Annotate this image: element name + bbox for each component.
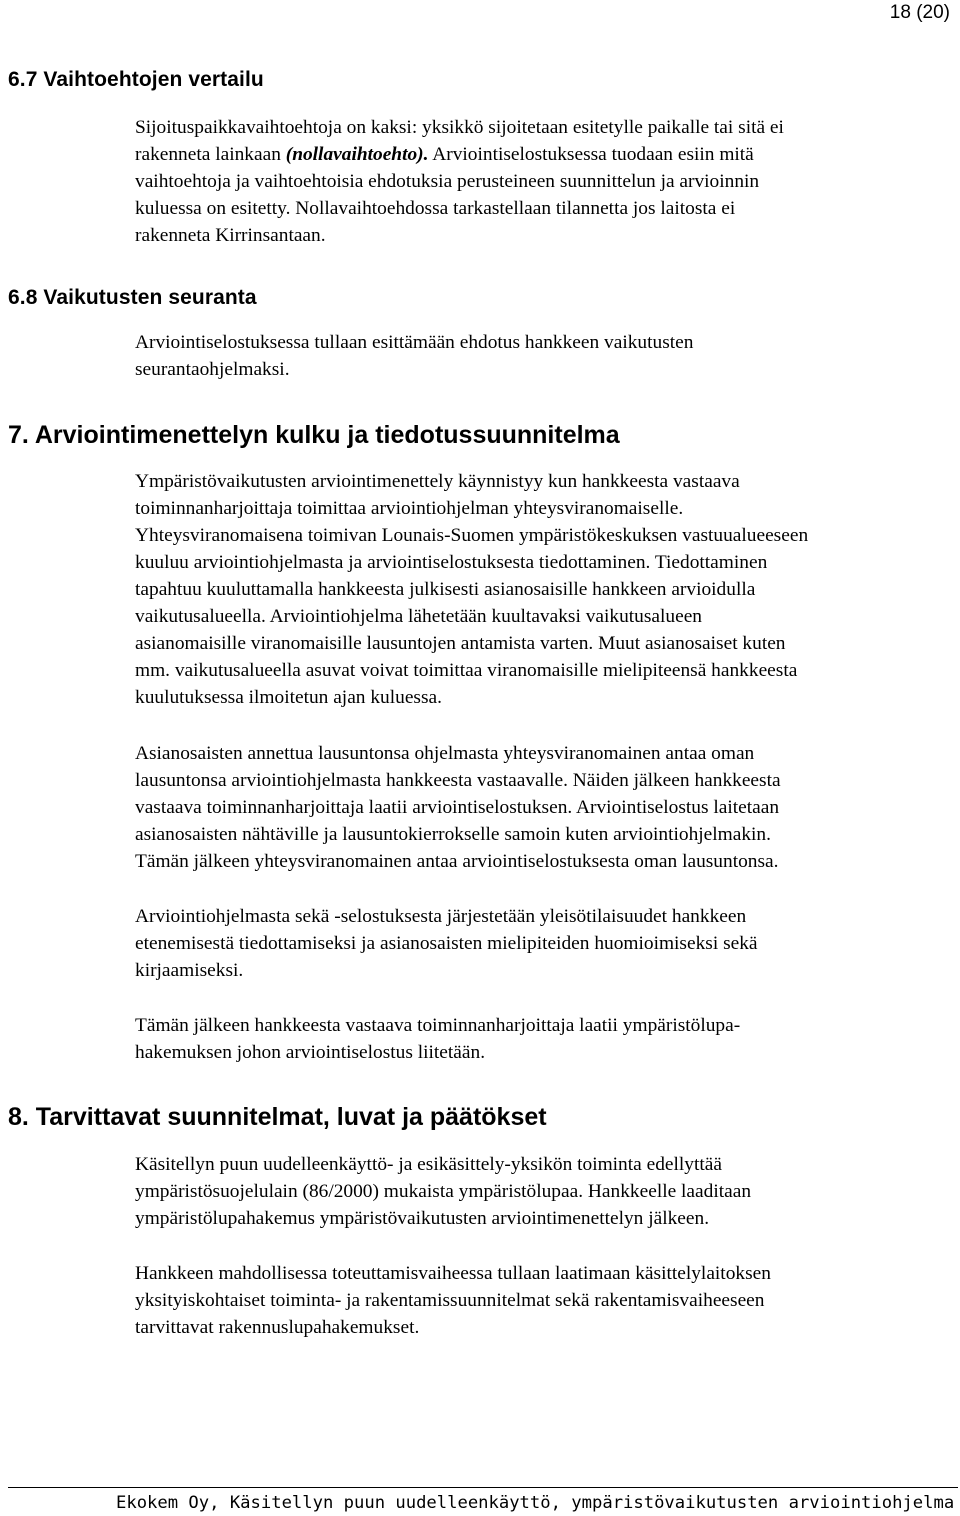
- text-line: etenemisestä tiedottamiseksi ja asianosaisten mielipiteiden huomioimiseksi sekä: [135, 933, 758, 954]
- section-8-paragraph-1: [135, 1151, 960, 1232]
- section-heading-7: 7. Arviointimenettelyn kulku ja tiedotussuunnitelma: [8, 421, 620, 449]
- section-6-7-paragraph: [135, 114, 960, 249]
- text-line: Tämän jälkeen yhteysviranomainen antaa arviointiselostuksesta oman lausuntonsa.: [135, 851, 779, 872]
- section-heading-8: 8. Tarvittavat suunnitelmat, luvat ja päätökset: [8, 1103, 547, 1131]
- text-line: ympäristölupahakemus ympäristövaikutusten arviointimenettelyn jälkeen.: [135, 1208, 710, 1229]
- text-line: lausuntonsa arviointiohjelmasta hankkeesta vastaavalle. Näiden jälkeen hankkeesta: [135, 770, 781, 791]
- text-line: Tämän jälkeen hankkeesta vastaava toiminnanharjoittaja laatii ympäristölupa-: [135, 1015, 741, 1036]
- section-7-paragraph-4: [135, 1012, 960, 1066]
- text-line: vaikutusalueella. Arviointiohjelma lähetetään kuultavaksi vaikutusalueen: [135, 606, 703, 627]
- text-line: tarvittavat rakennuslupahakemukset.: [135, 1317, 420, 1338]
- text-line: kuulutuksessa ilmoitetun ajan kuluessa.: [135, 687, 442, 708]
- text-line: [135, 141, 960, 168]
- section-7-paragraph-2: [135, 740, 960, 875]
- text-line: Hankkeen mahdollisessa toteuttamisvaiheessa tullaan laatimaan käsittelylaitoksen: [135, 1263, 771, 1284]
- text-line: hakemuksen johon arviointiselostus liitetään.: [135, 1042, 486, 1063]
- text-span: Arviointiselostuksessa tuodaan esiin mitä: [428, 144, 754, 165]
- text-line: kirjaamiseksi.: [135, 960, 244, 981]
- text-line: yksityiskohtaiset toiminta- ja rakentamissuunnitelmat sekä rakentamisvaiheeseen: [135, 1290, 765, 1311]
- section-heading-6-7: 6.7 Vaihtoehtojen vertailu: [8, 68, 264, 91]
- text-line: Arviointiohjelmasta sekä -selostuksesta järjestetään yleisötilaisuudet hankkeen: [135, 906, 747, 927]
- text-line: mm. vaikutusalueella asuvat voivat toimittaa viranomaisille mielipiteensä hankkeesta: [135, 660, 798, 681]
- footer-divider: [8, 1487, 958, 1488]
- text-line: kuuluu arviointiohjelmasta ja arviointiselostuksesta tiedottaminen. Tiedottaminen: [135, 552, 768, 573]
- text-line: kuluessa on esitetty. Nollavaihtoehdossa tarkastellaan tilannetta jos laitosta ei: [135, 198, 736, 219]
- emphasis-text: (nollavaihtoehto).: [285, 144, 429, 165]
- text-line: rakenneta Kirrinsantaan.: [135, 225, 326, 246]
- section-7-paragraph-3: [135, 903, 960, 984]
- text-span: rakenneta lainkaan: [135, 144, 286, 165]
- text-line: asianomaisille viranomaisille lausuntojen antamista varten. Muut asianosaiset kuten: [135, 633, 786, 654]
- page-number: 18 (20): [889, 2, 950, 23]
- text-line: ympäristösuojelulain (86/2000) mukaista ympäristölupaa. Hankkeelle laaditaan: [135, 1181, 752, 1202]
- section-heading-6-8: 6.8 Vaikutusten seuranta: [8, 286, 257, 309]
- text-line: tapahtuu kuuluttamalla hankkeesta julkisesti asianosaisille hankkeen arvioidulla: [135, 579, 756, 600]
- text-line: Sijoituspaikkavaihtoehtoja on kaksi: yksikkö sijoitetaan esitetylle paikalle tai sitä ei: [135, 117, 784, 138]
- text-line: Käsitellyn puun uudelleenkäyttö- ja esikäsittely-yksikön toiminta edellyttää: [135, 1154, 722, 1175]
- text-line: Arviointiselostuksessa tullaan esittämään ehdotus hankkeen vaikutusten: [135, 332, 694, 353]
- section-6-8-paragraph: [135, 329, 960, 383]
- section-7-paragraph-1: [135, 468, 960, 711]
- text-line: toiminnanharjoittaja toimittaa arviointiohjelman yhteysviranomaiselle.: [135, 498, 684, 519]
- section-8-paragraph-2: [135, 1260, 960, 1341]
- text-line: Asianosaisten annettua lausuntonsa ohjelmasta yhteysviranomainen antaa oman: [135, 743, 755, 764]
- text-line: vastaava toiminnanharjoittaja laatii arviointiselostuksen. Arviointiselostus laitetaan: [135, 797, 780, 818]
- footer-text: Ekokem Oy, Käsitellyn puun uudelleenkäyttö, ympäristövaikutusten arviointiohjelma: [116, 1493, 955, 1513]
- text-line: Ympäristövaikutusten arviointimenettely käynnistyy kun hankkeesta vastaava: [135, 471, 740, 492]
- text-line: vaihtoehtoja ja vaihtoehtoisia ehdotuksia perusteineen suunnittelun ja arvioinnin: [135, 171, 760, 192]
- text-line: asianosaisten nähtäville ja lausuntokierrokselle samoin kuten arviointiohjelmakin.: [135, 824, 771, 845]
- text-line: seurantaohjelmaksi.: [135, 359, 290, 380]
- text-line: Yhteysviranomaisena toimivan Lounais-Suomen ympäristökeskuksen vastuualueeseen: [135, 525, 809, 546]
